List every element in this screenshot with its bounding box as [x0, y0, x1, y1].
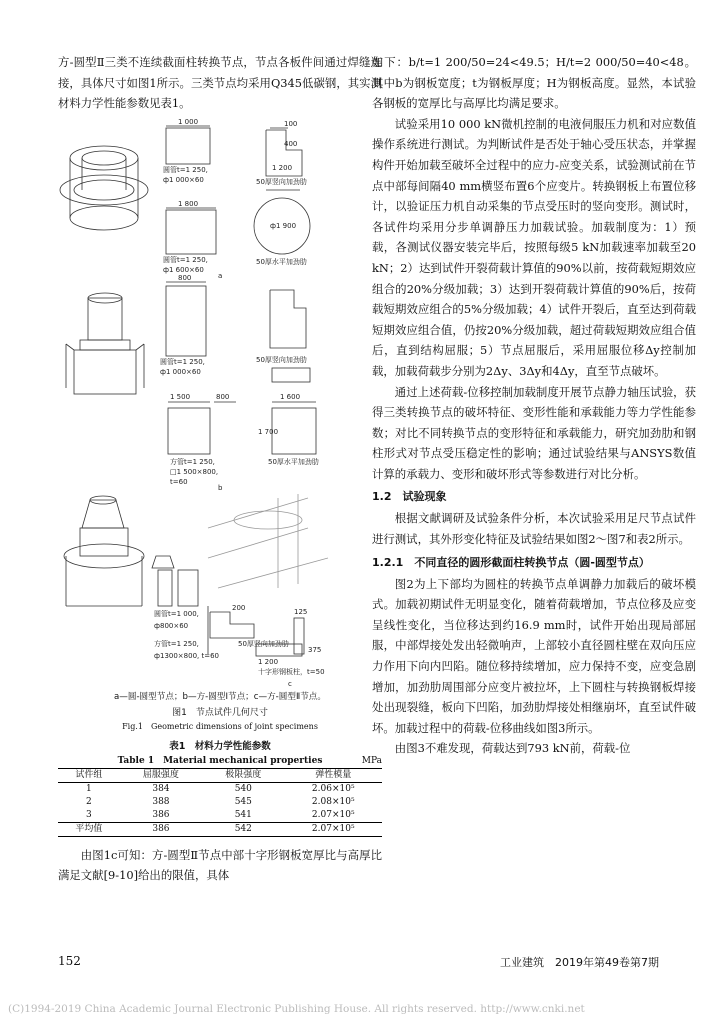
table-cell: 542: [202, 822, 284, 836]
paragraph-5: 图2为上下部均为圆柱的转换节点单调静力加载后的破坏模式。加载初期试件无明显变化，随着荷载增加，节点位移及应变呈线性变化，当位移达到约16.9 mm时，试件开始出现局部屈服，中部焊接处发出轻微响声，上部较小直径圆柱壁在双向压应力作用下向内凹陷。随位移持续增加，应力保持不变，应变急剧增加，加劲肋周围部分应变片被拉坏，上下圆柱与转换钢板焊接处出现裂缝，板向下凹陷，加劲肋焊接处相继崩坏，直至试件破坏。加载过程中的荷载-位移曲线如图3所示。: [372, 576, 696, 735]
label-a-dim-top: 1 000: [178, 117, 199, 126]
table-cell: 384: [152, 783, 170, 794]
table-title-cn: 表1 材料力学性能参数: [169, 740, 271, 752]
intro-paragraph: 方-圆型Ⅱ三类不连续截面柱转换节点，节点各板件间通过焊缝连接，具体尺寸如图1所示。三类节点均采用Q345低碳钢，其实测材料力学性能参数见表1。: [58, 55, 382, 111]
table-cell: 2.07×10⁵: [311, 809, 355, 820]
label-c-dim-200: 200: [232, 603, 246, 612]
table-title-en-text: Table 1 Material mechanical properties: [117, 755, 323, 766]
label-c-tube: 圆管t=1 000,: [154, 609, 199, 618]
label-c-tube2: ф800×60: [154, 621, 189, 630]
table-cell: 3: [86, 809, 92, 820]
label-c-rib: 50厚竖向加劲肋: [238, 639, 289, 648]
left-column: [58, 52, 382, 886]
table-header: 试件组: [58, 768, 120, 782]
material-table: [58, 768, 382, 837]
label-a-tube4: ф1 600×60: [163, 265, 204, 274]
label-b-dim-1600: 1 600: [280, 392, 301, 401]
label-b-dim-1700: 1 700: [258, 427, 279, 436]
section-heading-1-2-1: 1.2.1 不同直径的圆形截面柱转换节点（圆-圆型节点）: [372, 555, 650, 569]
figure-sublabels: a—圆-圆型节点；b—方-圆型Ⅰ节点；c—方-圆型Ⅱ节点。: [114, 691, 326, 702]
right-column: [372, 52, 696, 759]
table-cell: 540: [234, 783, 252, 794]
label-b-dim-1500: 1 500: [170, 392, 191, 401]
label-b-tube: 圆管t=1 250,: [160, 357, 205, 366]
label-b-sq: 方管t=1 250,: [170, 457, 215, 466]
table-row-average: [58, 822, 382, 836]
table-header: 极限强度: [202, 768, 284, 782]
table-title-en: [58, 754, 382, 768]
table-header: 屈服强度: [120, 768, 202, 782]
table-header: 弹性模量: [284, 768, 382, 782]
label-a-tube2: ф1 000×60: [163, 175, 204, 184]
label-c-dim-1200: 1 200: [258, 657, 279, 666]
label-c-dim-375: 375: [308, 645, 322, 654]
table-cell: 545: [234, 796, 252, 807]
label-b-tube2: ф1 000×60: [160, 367, 201, 376]
table-cell: 平均值: [58, 822, 120, 836]
table-cell: 2.06×10⁵: [311, 783, 355, 794]
label-b-rib: 50厚竖向加劲肋: [256, 355, 307, 364]
label-b-dim-800: 800: [178, 273, 192, 282]
table-cell: 388: [152, 796, 170, 807]
paragraph-3: 通过上述荷载-位移控制加载制度开展节点静力轴压试验，获得三类转换节点的破坏特征、变形性能和承载能力等力学性能参数；对比不同转换节点的变形特征和承载能力，研究加劲肋和钢柱形式对节点受压稳定性的影响；通过试验结果与ANSYS数值计算的承载力、变形和破坏形式等参数进行对比分析。: [372, 384, 696, 481]
label-b-dim-800b: 800: [216, 392, 230, 401]
label-b-sq2: □1 500×800,: [170, 467, 219, 476]
figure-1: [58, 118, 382, 688]
label-a-tube3: 圆管t=1 250,: [163, 255, 208, 264]
figure-caption-en: Fig.1 Geometric dimensions of joint specimens: [122, 721, 318, 731]
table-row: [58, 809, 382, 823]
table-cell: 2: [86, 796, 92, 807]
table-unit: MPa: [361, 755, 382, 766]
journal-info: 工业建筑 2019年第49卷第7期: [500, 956, 659, 969]
label-a-tube: 圆管t=1 250,: [163, 165, 208, 174]
paragraph-2: 试验采用10 000 kN微机控制的电液伺服压力机和对应数值操作系统进行测试。为判断试件是否处于轴心受压状态，并掌握构件开始加载至破坏全过程中的应力-应变关系，试验测试前在节点中部每间隔40 mm横竖布置6个应变片。转换钢板上布置位移计，以验证压力机自动采集的节点受压时的竖向变形。测试时，各试件均采用分步单调静压力加载试验。加载制度为：1）预载，各测试仪器安装完毕后，按照每级5 kN加载速率加载至20 kN；2）达到试件开裂荷载计算值的90%以前，按荷载短期效应组合的20%分级加载；3）达到开裂荷载计算值的90%后，按荷载短期效应组合的5%分级加载；4）试件开裂后，直至达到荷载短期效应组合值，仍按20%分级加载，超过荷载短期效应组合值后，直到结构屈服；5）节点屈服后，采用屈服位移Δy控制加载，加载荷载步分别为2Δy、3Δy和4Δy，直至节点破坏。: [372, 116, 696, 378]
paragraph-6: 由图3不难发现，荷载达到793 kN前，荷载-位: [394, 741, 631, 756]
label-c-sq: 方管t=1 250,: [154, 639, 199, 648]
label-sub-b: b: [218, 483, 223, 492]
label-c-dim-125: 125: [294, 607, 308, 616]
table-row: [58, 796, 382, 809]
table-cell: 2.07×10⁵: [284, 822, 382, 836]
label-b-sq3: t=60: [170, 477, 188, 486]
paragraph-1: 如下：b/t=1 200/50=24<49.5；H/t=2 000/50=40<48。其中b为钢板宽度；t为钢板厚度；H为钢板高度。显然，本试验各钢板的宽厚比与高厚比均满足要求。: [372, 55, 696, 111]
label-c-sq2: ф1300×800, t=60: [154, 651, 219, 660]
figure-caption-cn: 图1 节点试件几何尺寸: [172, 707, 268, 718]
paragraph-4: 根据文献调研及试验条件分析，本次试验采用足尺节点试件进行测试，其外形变化特征及试验结果如图2～图7和表2所示。: [372, 511, 696, 547]
section-heading-1-2: 1.2 试验现象: [372, 490, 447, 504]
label-c-cross: 十字形钢板柱，t=50: [258, 667, 325, 676]
table-cell: 2.08×10⁵: [311, 796, 355, 807]
table-cell: 541: [234, 809, 252, 820]
figure-1-drawing: [58, 118, 382, 688]
table-row: [58, 782, 382, 796]
after-table-paragraph: 由图1c可知：方-圆型Ⅱ节点中部十字形钢板宽厚比与高厚比满足文献[9-10]给出的限值，具体: [58, 847, 382, 883]
label-b-plate-note: 50厚水平加劲肋: [268, 457, 319, 466]
label-a-dim-100: 100: [284, 119, 298, 128]
label-a-dim-400: 400: [284, 139, 298, 148]
table-cell: 1: [86, 783, 92, 794]
watermark: (C)1994-2019 China Academic Journal Electronic Publishing House. All rights reserved. http://www.cnki.net: [8, 1003, 585, 1015]
page-number: 152: [58, 954, 81, 968]
label-a-plate-note: 50厚水平加劲肋: [256, 257, 307, 266]
label-sub-a: a: [218, 271, 223, 280]
label-a-dim-1800: 1 800: [178, 199, 199, 208]
table-cell: 386: [120, 822, 202, 836]
label-a-plate: ф1 900: [270, 221, 297, 230]
label-sub-c: c: [288, 679, 292, 688]
label-a-dim-1200: 1 200: [272, 163, 293, 172]
label-a-rib: 50厚竖向加劲肋: [256, 177, 307, 186]
table-cell: 386: [152, 809, 170, 820]
